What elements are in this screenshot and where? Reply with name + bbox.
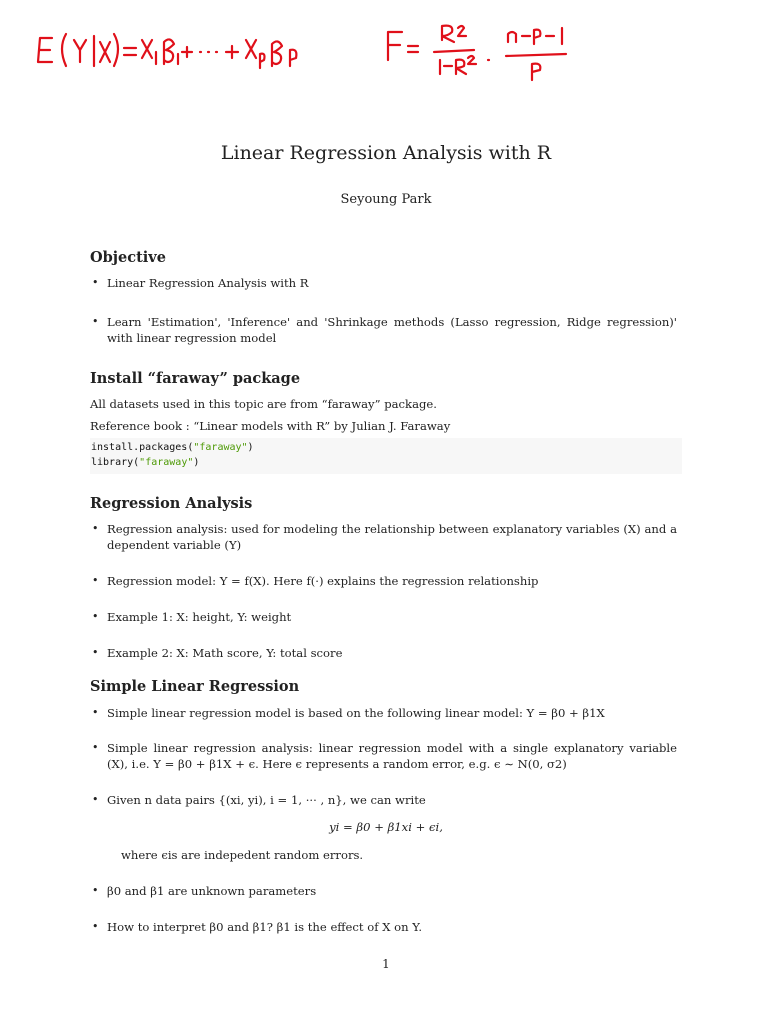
list-item-text: Simple linear regression analysis: linear regression model with a single explanatory variable (X), i.e. Y = β0 + β1X + ϵ. Here ϵ represents a random error, e.g. ϵ ∼ N(0, σ2)	[107, 741, 677, 771]
code-text: install.packages(	[91, 442, 194, 453]
paragraph: Reference book : “Linear models with R” by Julian J. Faraway	[90, 419, 451, 433]
paragraph: All datasets used in this topic are from “faraway” package.	[90, 397, 437, 411]
bullet-icon: •	[92, 276, 99, 289]
list-item	[92, 740, 677, 772]
list-item-text: Linear Regression Analysis with R	[107, 276, 309, 290]
list-item-text: β0 and β1 are unknown parameters	[107, 884, 317, 898]
code-block	[90, 438, 682, 474]
code-text: )	[193, 457, 200, 468]
list-item-text: Example 1: X: height, Y: weight	[107, 610, 292, 624]
document-author: Seyoung Park	[340, 192, 432, 207]
handwritten-annotation	[0, 0, 768, 100]
section-heading-regression: Regression Analysis	[90, 495, 253, 512]
list-item-text: Regression analysis: used for modeling the relationship between explanatory variables (X) and a dependent variable (Y)	[107, 522, 677, 552]
section-heading-objective: Objective	[90, 249, 166, 266]
list-item	[92, 275, 677, 291]
list-item	[92, 521, 677, 553]
bullet-icon: •	[92, 522, 99, 535]
code-text: )	[247, 442, 254, 453]
list-item-text: How to interpret β0 and β1? β1 is the effect of X on Y.	[107, 920, 423, 934]
bullet-icon: •	[92, 741, 99, 754]
code-string: "faraway"	[193, 442, 248, 453]
bullet-icon: •	[92, 884, 99, 897]
list-item-text: Given n data pairs {(xi, yi), i = 1, ··· , n}, we can write	[107, 793, 426, 807]
bullet-icon: •	[92, 920, 99, 933]
bullet-icon: •	[92, 610, 99, 623]
list-item	[92, 314, 677, 346]
paragraph: where ϵis are indepedent random errors.	[121, 848, 364, 862]
list-item	[92, 792, 677, 808]
section-heading-install: Install “faraway” package	[90, 370, 301, 387]
list-item	[92, 705, 677, 721]
list-item-text: Regression model: Y = f(X). Here f(·) explains the regression relationship	[107, 574, 539, 588]
section-heading-simple-linear: Simple Linear Regression	[90, 678, 300, 695]
bullet-icon: •	[92, 646, 99, 659]
code-line	[90, 440, 682, 455]
code-string: "faraway"	[139, 457, 194, 468]
bullet-icon: •	[92, 793, 99, 806]
list-item	[92, 645, 677, 661]
page-number: 1	[382, 957, 390, 971]
bullet-icon: •	[92, 706, 99, 719]
bullet-icon: •	[92, 315, 99, 328]
document-title: Linear Regression Analysis with R	[220, 142, 552, 164]
list-item	[92, 883, 677, 899]
bullet-icon: •	[92, 574, 99, 587]
list-item	[92, 609, 677, 625]
list-item-text: Example 2: X: Math score, Y: total score	[107, 646, 343, 660]
display-equation: yi = β0 + β1xi + ϵi,	[329, 820, 443, 834]
list-item-text: Learn 'Estimation', 'Inference' and 'Shrinkage methods (Lasso regression, Ridge regression)' with linear regression model	[107, 315, 677, 345]
list-item	[92, 573, 677, 589]
code-text: library(	[91, 457, 140, 468]
list-item-text: Simple linear regression model is based on the following linear model: Y = β0 + β1X	[107, 706, 605, 720]
list-item	[92, 919, 677, 935]
code-line	[90, 455, 682, 470]
